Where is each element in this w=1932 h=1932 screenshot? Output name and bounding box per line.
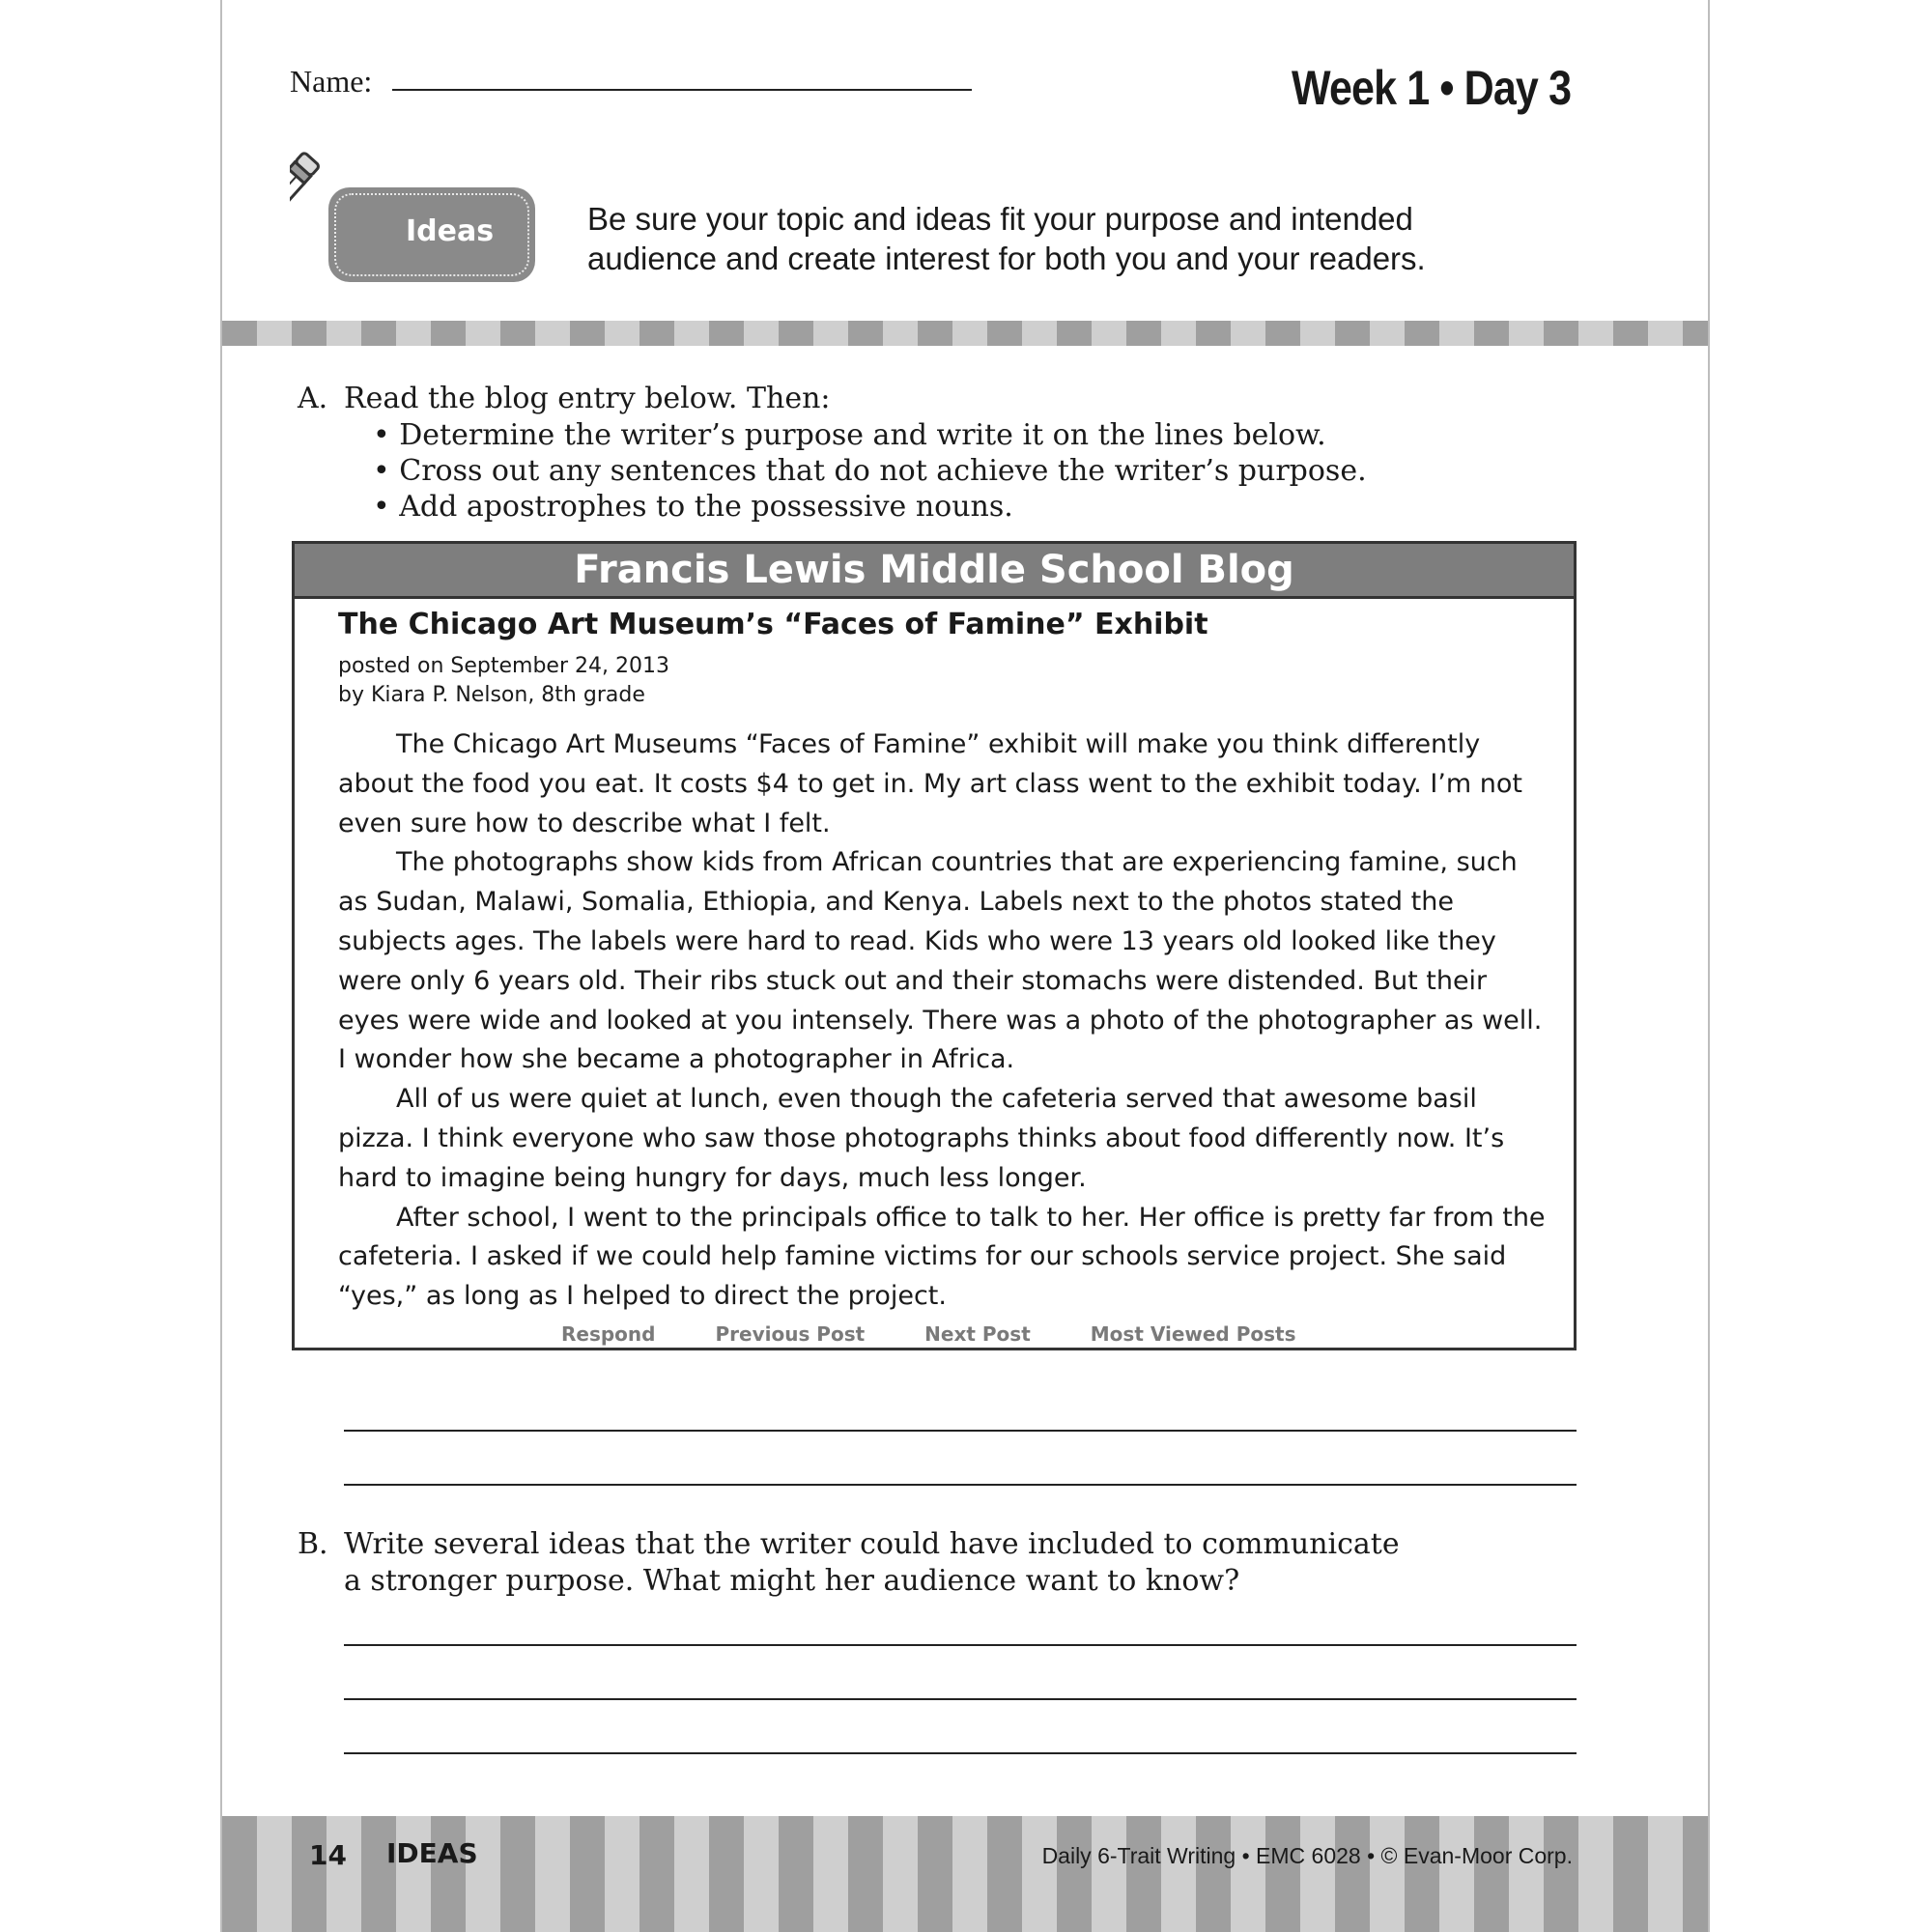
blog-post-box: [292, 541, 1577, 1350]
part-a-bullets: [373, 417, 1367, 525]
bullet-item: • Cross out any sentences that do not achieve the writer’s purpose.: [373, 453, 1367, 489]
blog-header: Francis Lewis Middle School Blog: [295, 544, 1574, 599]
footer-section-label: IDEAS: [386, 1837, 478, 1869]
part-b-answer-line-3[interactable]: [344, 1752, 1577, 1754]
post-paragraph: The photographs show kids from African countries that are experiencing famine, such as Sudan, Malawi, Somalia, Ethiopia, and Kenya. Labels next to the photos stated the subjects ages. The labels were hard to read. Kids who were 13 years old looked like they were only 6 years old. Their ribs stuck out and their stomachs were distended. But their eyes were wide and looked at you intensely. There was a photo of the photographer as well. I wonder how she became a photographer in Africa.: [338, 847, 1543, 1075]
part-a-lead: Read the blog entry below. Then:: [344, 382, 831, 415]
name-answer-line[interactable]: [392, 89, 972, 91]
name-label: Name:: [290, 64, 373, 99]
footer-stripe-band: [222, 1816, 1708, 1932]
part-a-answer-line-2[interactable]: [344, 1484, 1577, 1486]
badge-label: Ideas: [406, 214, 495, 248]
post-title: The Chicago Art Museum’s “Faces of Famine” Exhibit: [338, 608, 1208, 641]
post-byline: by Kiara P. Nelson, 8th grade: [338, 683, 645, 707]
worksheet-page: [220, 0, 1710, 1932]
previous-post-link[interactable]: Previous Post: [715, 1322, 866, 1346]
top-stripe-divider: [222, 321, 1708, 346]
bullet-item: • Add apostrophes to the possessive nouns.: [373, 489, 1367, 525]
footer-credit: Daily 6-Trait Writing • EMC 6028 • © Evan-Moor Corp.: [1041, 1843, 1573, 1868]
part-a-letter: A.: [298, 382, 328, 415]
next-post-link[interactable]: Next Post: [924, 1322, 1031, 1346]
part-b-answer-line-2[interactable]: [344, 1698, 1577, 1700]
blog-nav: [561, 1322, 1295, 1346]
post-body: [338, 725, 1546, 1317]
pencil-icon: [290, 151, 406, 276]
post-date: posted on September 24, 2013: [338, 654, 669, 678]
part-b-letter: B.: [298, 1527, 328, 1561]
respond-link[interactable]: Respond: [561, 1322, 656, 1346]
part-a-answer-line-1[interactable]: [344, 1430, 1577, 1432]
part-b-answer-line-1[interactable]: [344, 1644, 1577, 1646]
post-paragraph: The Chicago Art Museums “Faces of Famine” exhibit will make you think differently about the food you eat. It costs $4 to get in. My art class went to the exhibit today. I’m not even sure how to describe what I felt.: [338, 729, 1522, 838]
part-b-text: Write several ideas that the writer could have included to communicate a stronger purpose. What might her audience want to know?: [344, 1527, 1400, 1598]
post-paragraph: All of us were quiet at lunch, even though the cafeteria served that awesome basil pizza. I think everyone who saw those photographs thinks about food differently now. It’s hard to imagine being hungry for days, much less longer.: [338, 1084, 1505, 1193]
most-viewed-posts-link[interactable]: Most Viewed Posts: [1090, 1322, 1296, 1346]
post-paragraph: After school, I went to the principals office to talk to her. Her office is pretty far from the cafeteria. I asked if we could help famine victims for our schools service project. She said “yes,” as long as I helped to direct the project.: [338, 1202, 1546, 1312]
page-number: 14: [309, 1839, 347, 1871]
week-day-title: Week 1 • Day 3: [1291, 61, 1571, 115]
trait-tip: Be sure your topic and ideas fit your purpose and intended audience and create interest for both you and your readers.: [587, 201, 1426, 276]
bullet-item: • Determine the writer’s purpose and write it on the lines below.: [373, 417, 1367, 453]
